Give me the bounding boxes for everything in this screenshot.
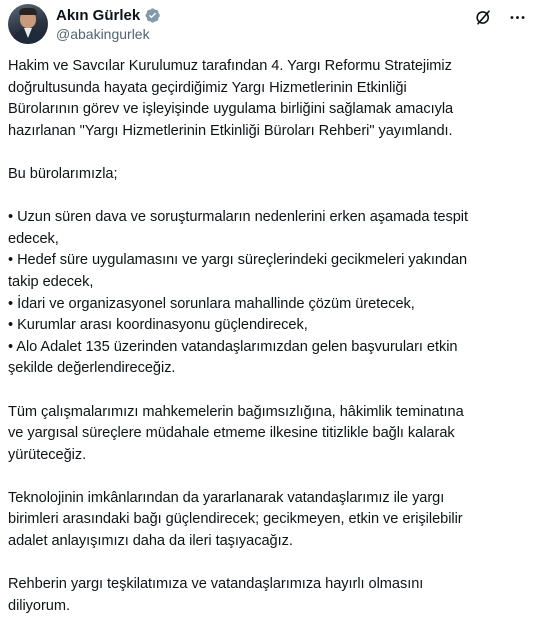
avatar[interactable]	[8, 4, 48, 44]
verified-badge-icon[interactable]	[144, 7, 161, 24]
author-block	[56, 4, 161, 44]
header-actions	[472, 4, 528, 28]
bullet-item: • Alo Adalet 135 üzerinden vatandaşlarımızdan gelen başvuruları etkin şekilde değerlendireceğiz.	[8, 338, 458, 377]
tweet-paragraph-technology: Teknolojinin imkânlarından da yararlanarak vatandaşlarımız ile yargı birimleri arasındaki bağı güçlendirecek; gecikmeyen, etkin ve erişilebilir adalet anlayışımızı daha da ileri taşıyacağız.	[8, 489, 463, 550]
tweet-paragraph-closing: Rehberin yargı teşkilatımıza ve vatandaşlarımıza hayırlı olmasını diliyorum.	[8, 576, 424, 614]
bullet-item: • İdari ve organizasyonel sorunlara mahallinde çözüm üretecek,	[8, 295, 415, 312]
tweet-paragraph-lead: Bu bürolarımızla;	[8, 165, 118, 182]
bullet-item: • Kurumlar arası koordinasyonu güçlendirecek,	[8, 317, 308, 334]
author-display-name[interactable]: Akın Gürlek	[56, 7, 141, 24]
more-icon[interactable]	[506, 6, 528, 28]
avatar-hair-shape	[19, 8, 37, 15]
author-name-row	[56, 6, 161, 25]
author-handle[interactable]: @abakingurlek	[56, 26, 150, 42]
tweet-text	[8, 56, 528, 617]
bullet-item: • Hedef süre uygulamasını ve yargı süreçlerindeki gecikmeleri yakından takip edecek,	[8, 252, 468, 290]
tweet-paragraph-principles: Tüm çalışmalarımızı mahkemelerin bağımsızlığına, hâkimlik teminatına ve yargısal süreçlere müdahale etmeme ilkesine titizlikle bağlı kalarak yürüteceğiz.	[8, 403, 464, 463]
tweet-header	[8, 0, 528, 52]
tweet-paragraph-intro: Hakim ve Savcılar Kurulumuz tarafından 4. Yargı Reformu Stratejimiz doğrultusunda hayata geçirdiğimiz Yargı Hizmetlerinin Etkinliği Bürolarının görev ve işleyişinde uygulama birliğini sağlamak amacıyla hazırlanan "Yargı Hizmetlerinin Etkinliği Büroları Rehberi" yayımlandı.	[8, 58, 454, 139]
bullet-item: • Uzun süren dava ve soruşturmaların nedenlerini erken aşamada tespit edecek,	[8, 209, 468, 247]
grok-icon[interactable]	[472, 6, 494, 28]
